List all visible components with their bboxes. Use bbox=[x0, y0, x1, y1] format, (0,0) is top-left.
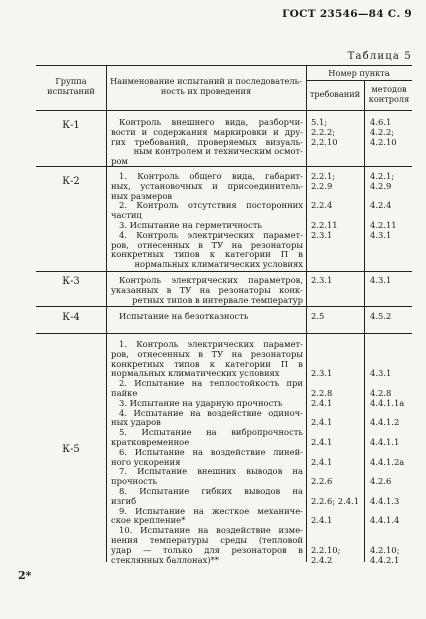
requirement-clause: 2.2.10; bbox=[311, 544, 341, 555]
test-name-cell: 1. Контроль электрических парамет- ров, отнесенных в ТУ на резонаторы конкретных типов к категории П в нормальных климатических условиях 2. Испытание на теплостойкость при пайке 3. Испытание на ударную прочность 4. Испытание на воздействие одиноч- ных ударов 5. Испытание на вибропрочность кратковременное 6. Испытание на воздействие линей- ного ускорения 7. Испытание внешних выводов на прочность 8. Испытание гибких выводов на изгиб 9. Испытание на жесткое механиче- ское крепление* 10. Испытание на воздействие изме- нения температуры среды (тепловой удар — только для резонаторов в стеклянных баллонах)** bbox=[111, 339, 303, 565]
method-clause: 4.2.4 bbox=[370, 200, 392, 211]
document-header: ГОСТ 23546—84 С. 9 bbox=[282, 8, 412, 20]
test-name-cell: Испытание на безотказность bbox=[119, 311, 249, 321]
test-group-label: К-2 bbox=[62, 176, 80, 187]
requirement-clause: 2.3.1 bbox=[311, 275, 333, 285]
requirement-clause: 2.2.11 bbox=[311, 220, 338, 230]
method-clause: 4.2.10 bbox=[370, 136, 397, 147]
row-separator bbox=[36, 306, 412, 307]
requirement-clause: 2.2.4 bbox=[311, 200, 333, 211]
requirement-clause: 2.5 bbox=[311, 311, 325, 321]
header-clause-number: Номер пункта bbox=[328, 68, 390, 78]
requirement-clause: 2.2.1; bbox=[311, 171, 336, 181]
method-clause: 4.4.1.1 bbox=[370, 437, 400, 447]
method-clause: 4.6.1 bbox=[370, 117, 392, 127]
row-separator bbox=[36, 166, 412, 167]
header-group: Группа испытаний bbox=[47, 76, 95, 96]
requirement-clause: 2.3.1 bbox=[311, 229, 333, 240]
method-clause: 4.5.2 bbox=[370, 311, 392, 321]
row-separator bbox=[36, 333, 412, 334]
requirement-clause: 2.4.1 bbox=[311, 397, 333, 408]
requirement-clause: 2.4.1 bbox=[311, 417, 333, 428]
test-name-cell: Контроль электрических параметров, указанных в ТУ на резонаторы конк- ретных типов в интервале температур bbox=[111, 275, 303, 305]
requirement-clause: 2.3.1 bbox=[311, 368, 333, 379]
row-separator bbox=[36, 271, 412, 272]
method-clause: 4.2.9 bbox=[370, 180, 392, 191]
test-name-cell: Контроль внешнего вида, разборчи- вости и содержания маркировки и дру- гих требований, проверяемых визуаль- ным контролем и техническим осмот- ром bbox=[111, 117, 303, 167]
method-clause: 4.3.1 bbox=[370, 368, 392, 379]
method-clause: 4.2.10; bbox=[370, 544, 400, 555]
header-requirements: требований bbox=[309, 89, 361, 99]
test-group-label: К-3 bbox=[62, 276, 80, 287]
method-clause: 4.4.1.2а bbox=[370, 456, 405, 467]
test-name-cell: 1. Контроль общего вида, габарит- ных, установочных и присоединитель- ных размеров 2. Контроль отсутствия посторонних частиц 3. Испытание на герметичность 4. Контроль электрических парамет- ров, отнесенных в ТУ на резонаторы конкретных типов к категории П в нормальных климатических условиях bbox=[111, 171, 303, 270]
requirement-clause: 2.2.6 bbox=[311, 476, 333, 487]
requirement-clause: 2.2.9 bbox=[311, 180, 333, 191]
method-clause: 4.4.1.3 bbox=[370, 495, 400, 506]
test-group-label: К-5 bbox=[62, 444, 80, 455]
requirement-clause: 2.4.1 bbox=[311, 515, 333, 526]
method-clause: 4.4.2.1 bbox=[370, 554, 400, 565]
requirement-clause: 2.4.1 bbox=[311, 437, 333, 447]
requirement-clause: 2.2.2; bbox=[311, 126, 336, 137]
requirement-clause: 2.4.1 bbox=[311, 456, 333, 467]
method-clause: 4.2.1; bbox=[370, 171, 395, 181]
method-clause: 4.2.2; bbox=[370, 126, 395, 137]
method-clause: 4.2.11 bbox=[370, 220, 397, 230]
method-clause: 4.4.1.4 bbox=[370, 515, 400, 526]
method-clause: 4.2.8 bbox=[370, 388, 392, 398]
method-clause: 4.4.1.1а bbox=[370, 397, 405, 408]
requirement-clause: 5.1; bbox=[311, 117, 328, 127]
page-mark: 2* bbox=[18, 569, 32, 582]
header-control-methods: методов контроля bbox=[368, 84, 410, 104]
method-clause: 4.4.1.2 bbox=[370, 417, 400, 428]
requirement-clause: 2.4.2 bbox=[311, 554, 333, 565]
requirement-clause: 2.2.6; 2.4.1 bbox=[311, 495, 360, 506]
table-caption: Таблица 5 bbox=[347, 51, 412, 62]
requirement-clause: 2.2.10 bbox=[311, 136, 338, 147]
test-group-label: К-4 bbox=[62, 312, 80, 323]
requirement-clause: 2.2.8 bbox=[311, 388, 333, 398]
method-clause: 4.2.6 bbox=[370, 476, 392, 487]
header-test-name: Наименование испытаний и последователь-ность их проведения bbox=[110, 76, 302, 96]
method-clause: 4.3.1 bbox=[370, 275, 392, 285]
test-group-label: К-1 bbox=[62, 120, 80, 131]
method-clause: 4.3.1 bbox=[370, 229, 392, 240]
